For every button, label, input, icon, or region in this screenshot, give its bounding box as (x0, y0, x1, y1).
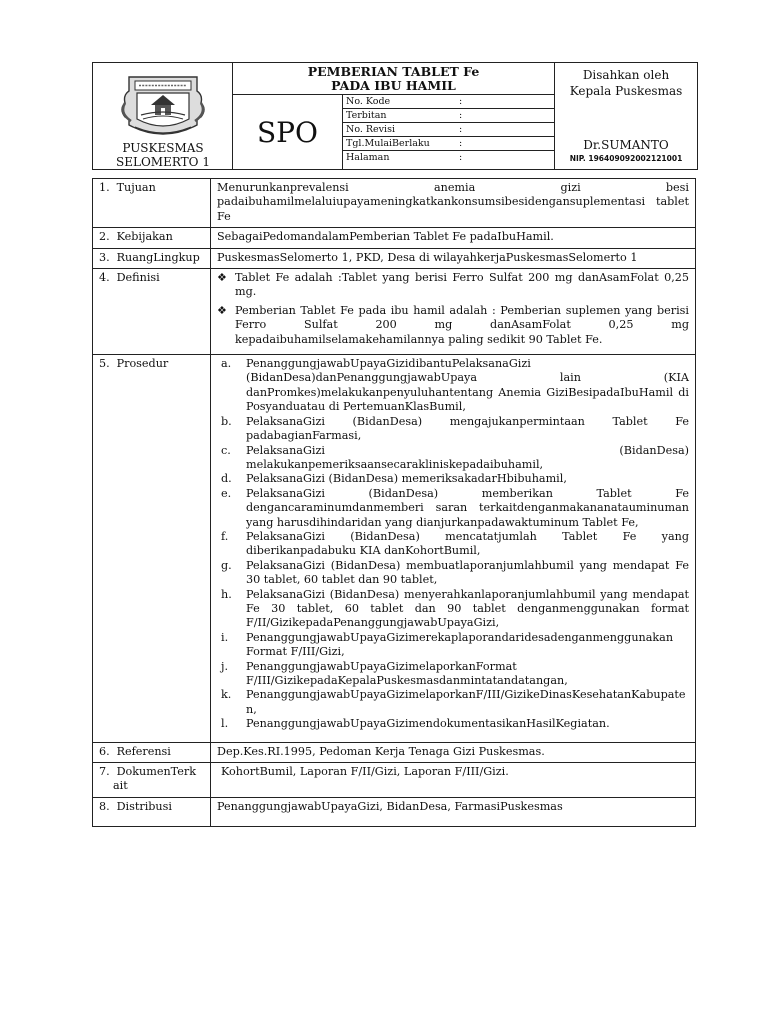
procedure-step (217, 530, 689, 559)
row-label (93, 797, 211, 826)
procedure-step (217, 415, 689, 444)
signer-name: Dr.SUMANTO (583, 138, 669, 152)
row-value: KohortBumil, Laporan F/II/Gizi, Laporan F/III/Gizi. (211, 763, 696, 798)
row-value: PenanggungjawabUpayaGizi, BidanDesa, FarmasiPuskesmas (211, 797, 696, 826)
org-name-line2: SELOMERTO 1 (116, 155, 210, 169)
approval-line1: Disahkan oleh (582, 68, 670, 82)
row-number: 2. (99, 230, 110, 244)
step-text: PenanggungjawabUpayaGizimelaporkanFormat F/III/GizikepadaKepalaPuskesmasdanmintatandatangan, (246, 659, 568, 687)
step-letter: k. (221, 688, 232, 702)
meta-row-kode (343, 95, 555, 109)
definition-list (217, 271, 689, 347)
procedure-step (217, 688, 689, 717)
row-label-text: Prosedur (116, 357, 169, 371)
row-referensi (93, 742, 696, 762)
list-item (217, 304, 689, 347)
row-label-text: Kebijakan (116, 230, 173, 244)
row-prosedur (93, 355, 696, 743)
definition-text: Tablet Fe adalah :Tablet yang berisi Ferro Sulfat 200 mg danAsamFolat 0,25 mg. (235, 271, 689, 299)
meta-label: Terbitan (346, 110, 387, 121)
row-label-text: Tujuan (116, 181, 156, 194)
row-number: 5. (99, 357, 110, 371)
row-dokumen-terkait (93, 763, 696, 798)
definition-text: Pemberian Tablet Fe pada ibu hamil adalah : Pemberian suplemen yang berisi Ferro Sulfat 200 mg danAsamFolat 0,25 mg kepadaibuhamilselamakehamilannya paling sedikit 90 Tablet Fe. (235, 303, 689, 346)
step-text: PenanggungjawabUpayaGizimendokumentasikanHasilKegiatan. (246, 717, 610, 731)
step-text: PenanggungjawabUpayaGizimelaporkanF/III/GizikeDinasKesehatanKabupaten, (246, 688, 686, 716)
row-kebijakan (93, 228, 696, 248)
procedure-table (92, 178, 696, 827)
row-value: Dep.Kes.RI.1995, Pedoman Kerja Tenaga Gizi Puskesmas. (211, 742, 696, 762)
meta-row-tgl-berlaku (343, 137, 555, 151)
step-text: PelaksanaGizi (BidanDesa) membuatlaporanjumlahbumil yang mendapat Fe 30 tablet, 60 tablet dan 90 tablet, (246, 558, 689, 587)
procedure-step (217, 660, 689, 689)
step-text: PelaksanaGizi (BidanDesa) menyerahkanlaporanjumlahbumil yang mendapat Fe 30 tablet, 60 tablet dan 90 tablet denganmenggunakan format F/II/GizikepadaPenanggungjawabUpayaGizi, (246, 587, 689, 630)
step-letter: a. (221, 357, 232, 371)
row-number: 7. (99, 765, 110, 779)
meta-label: Tgl.MulaiBerlaku (346, 138, 430, 149)
approval-cell (555, 63, 697, 169)
row-ruang-lingkup (93, 248, 696, 268)
step-letter: e. (221, 486, 232, 500)
row-label-text-cont: ait (113, 779, 128, 793)
step-text: PelaksanaGizi (BidanDesa) memeriksakadarHbibuhamil, (246, 472, 567, 486)
row-label-text: RuangLingkup (116, 250, 200, 264)
step-text: PelaksanaGizi (BidanDesa) memberikan Tablet Fe dengancaraminumdanmemberi saran terkaitdenganmakananatauminuman yang harusdihindaridan yang dianjurkanpadawaktuminum Tablet Fe, (246, 486, 689, 529)
spo-header (92, 62, 698, 170)
step-letter: l. (221, 717, 229, 731)
row-number: 3. (99, 250, 110, 264)
step-letter: h. (221, 587, 232, 601)
procedure-step (217, 487, 689, 530)
step-text: PenanggungjawabUpayaGizidibantuPelaksanaGizi (BidanDesa)danPenanggungjawabUpaya lain (KIA danPromkes)melakukanpenyuluhantentang Anemia GiziBesipadaIbuHamil di Posyanduatau di PertemuanKlasBumil, (246, 357, 689, 414)
row-label (93, 228, 211, 248)
procedure-list (217, 357, 689, 732)
meta-label: No. Kode (346, 96, 391, 107)
row-value (211, 355, 696, 743)
row-label-text: Definisi (116, 271, 160, 285)
procedure-step (217, 631, 689, 660)
row-definisi (93, 269, 696, 355)
meta-label: Halaman (346, 152, 390, 163)
row-label-text: Referensi (116, 744, 171, 758)
approval-line2: Kepala Puskesmas (569, 84, 683, 98)
logo-cell (93, 63, 233, 169)
meta-colon: : (459, 110, 463, 121)
row-label (93, 763, 211, 798)
diamond-bullet-icon: ❖ (217, 271, 227, 285)
row-label (93, 248, 211, 268)
signer-nip: NIP. 196409092002121001 (569, 154, 683, 163)
step-letter: g. (221, 558, 232, 572)
procedure-step (217, 357, 689, 415)
meta-row-terbitan (343, 109, 555, 123)
meta-colon: : (459, 96, 463, 107)
row-value: PuskesmasSelomerto 1, PKD, Desa di wilayahkerjaPuskesmasSelomerto 1 (211, 248, 696, 268)
step-letter: j. (221, 659, 229, 673)
meta-colon: : (459, 138, 463, 149)
meta-colon: : (459, 152, 463, 163)
organization-name (93, 141, 233, 169)
list-item (217, 271, 689, 300)
row-label (93, 355, 211, 743)
row-value: Menurunkanprevalensi anemia gizi besi padaibuhamilmelaluiupayameningkatkankonsumsibesidengansuplementasi tablet Fe (211, 179, 696, 228)
procedure-step (217, 472, 689, 486)
procedure-step (217, 717, 689, 731)
step-text: PelaksanaGizi (BidanDesa) melakukanpemeriksaansecarakliniskepadaibuhamil, (246, 443, 689, 471)
title-line2: PADA IBU HAMIL (331, 78, 456, 93)
meta-row-revisi (343, 123, 555, 137)
procedure-step (217, 588, 689, 631)
row-value (211, 269, 696, 355)
step-letter: c. (221, 443, 231, 457)
row-number: 8. (99, 799, 110, 813)
procedure-step (217, 559, 689, 588)
row-value: SebagaiPedomandalamPemberian Tablet Fe padaIbuHamil. (211, 228, 696, 248)
row-label (93, 179, 211, 228)
step-letter: b. (221, 414, 232, 428)
meta-row-halaman (343, 151, 555, 164)
org-name-line1: PUSKESMAS (122, 141, 204, 155)
row-label (93, 269, 211, 355)
step-text: PelaksanaGizi (BidanDesa) mengajukanpermintaan Tablet Fe padabagianFarmasi, (246, 414, 689, 443)
title-line1: PEMBERIAN TABLET Fe (307, 64, 480, 79)
document-meta (343, 95, 555, 169)
row-number: 4. (99, 271, 110, 285)
step-text: PenanggungjawabUpayaGizimerekaplaporandaridesadenganmenggunakan Format F/III/Gizi, (246, 630, 674, 659)
row-distribusi (93, 797, 696, 826)
step-letter: d. (221, 472, 232, 486)
spo-label: SPO (233, 95, 343, 169)
approval-title (555, 67, 697, 99)
row-number: 1. (99, 181, 110, 194)
step-letter: f. (221, 529, 229, 543)
step-text: PelaksanaGizi (BidanDesa) mencatatjumlah Tablet Fe yang diberikanpadabuku KIA danKohortBumil, (246, 529, 689, 558)
row-label-text: Distribusi (116, 799, 172, 813)
row-label (93, 742, 211, 762)
row-number: 6. (99, 744, 110, 758)
meta-colon: : (459, 124, 463, 135)
document-title (233, 63, 555, 95)
meta-label: No. Revisi (346, 124, 395, 135)
diamond-bullet-icon: ❖ (217, 303, 227, 317)
puskesmas-logo-icon (117, 69, 209, 139)
step-letter: i. (221, 630, 229, 644)
row-tujuan (93, 179, 696, 228)
procedure-step (217, 444, 689, 473)
row-label-text: DokumenTerk (116, 765, 197, 779)
